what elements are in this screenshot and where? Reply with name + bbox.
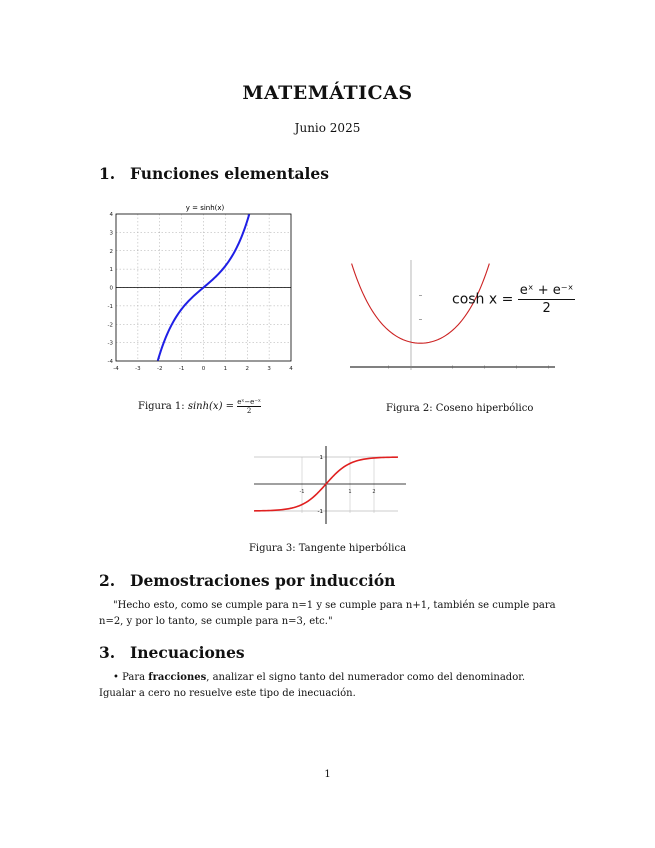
tick-label-y: 1 xyxy=(319,455,323,461)
tick-label-x: -4 xyxy=(113,366,119,372)
para-bold-term: fracciones xyxy=(148,672,207,683)
para-rest: , analizar el signo tanto del numerador como del denominador. Igualar a cero no resuelve este tipo de inecuación. xyxy=(99,672,526,699)
caption-fraction xyxy=(237,398,261,415)
cosh-formula xyxy=(452,282,575,317)
tick-label-y: -3 xyxy=(107,340,113,347)
tick-label-x: -1 xyxy=(178,366,185,372)
formula-lhs: cosh x = xyxy=(452,291,518,308)
document-title: MATEMÁTICAS xyxy=(242,82,413,104)
figure-3-caption: Figura 3: Tangente hiperbólica xyxy=(248,543,407,554)
tick-label-x: 1 xyxy=(348,489,352,495)
tick-label-x: 0 xyxy=(201,366,206,372)
tick-label-y: 4 xyxy=(109,212,113,218)
section-number: 1. xyxy=(99,164,116,183)
tick-label-y: -1 xyxy=(317,509,323,515)
section-heading-2 xyxy=(99,571,395,590)
plot-tick-labels xyxy=(108,212,294,372)
section-title: Demostraciones por inducción xyxy=(130,571,396,590)
tick-label-x: 1 xyxy=(223,366,228,372)
tick-label-x: 3 xyxy=(267,366,271,372)
section-heading-3 xyxy=(99,643,245,662)
inequalities-paragraph xyxy=(99,670,559,701)
tick-labels xyxy=(300,455,376,515)
document-date: Junio 2025 xyxy=(294,121,361,135)
tick-label-y: 2 xyxy=(109,248,113,255)
tick-label-x: 4 xyxy=(289,366,293,372)
fraction-numerator: eˣ−e⁻ˣ xyxy=(237,398,261,406)
section-heading-1 xyxy=(99,164,329,183)
caption-label: Figura 1: xyxy=(138,401,188,412)
section-title: Funciones elementales xyxy=(130,164,330,183)
tick-label-y: -2 xyxy=(107,322,113,329)
tick-label-x: -3 xyxy=(135,366,141,372)
tick-label-y: -1 xyxy=(107,303,113,310)
tick-label-y: 1 xyxy=(109,267,113,274)
figure-1-caption xyxy=(138,398,261,415)
tick-label-x: -2 xyxy=(157,366,163,372)
fraction-denominator: 2 xyxy=(246,407,252,415)
tick-label-x: 2 xyxy=(372,489,376,495)
bullet: • xyxy=(113,672,119,683)
fraction-numerator: eˣ + e⁻ˣ xyxy=(519,283,574,298)
section-number: 2. xyxy=(99,571,116,590)
tick-label-y: 3 xyxy=(109,230,113,237)
fraction-denominator: 2 xyxy=(542,301,551,316)
formula-fraction xyxy=(518,282,576,317)
tick-label-x: 2 xyxy=(245,366,249,372)
page-number: 1 xyxy=(324,769,331,780)
figure-3-tanh-plot xyxy=(250,438,410,528)
caption-formula: sinh(x) = xyxy=(187,401,238,412)
plot-title: y = sinh(x) xyxy=(185,204,225,212)
section-number: 3. xyxy=(99,643,116,662)
figure-1-sinh-plot xyxy=(100,200,300,375)
tick-label-y: 0 xyxy=(109,285,113,292)
section-title: Inecuaciones xyxy=(130,643,245,662)
para-lead: Para xyxy=(122,672,149,683)
tick-label-x: -1 xyxy=(299,489,305,495)
induction-paragraph: "Hecho esto, como se cumple para n=1 y se cumple para n+1, también se cumple para n=2, y por lo tanto, se cumple para n=3, etc." xyxy=(99,600,556,627)
tick-label-y: -4 xyxy=(107,359,113,365)
figure-2-caption: Figura 2: Coseno hiperbólico xyxy=(386,403,534,414)
